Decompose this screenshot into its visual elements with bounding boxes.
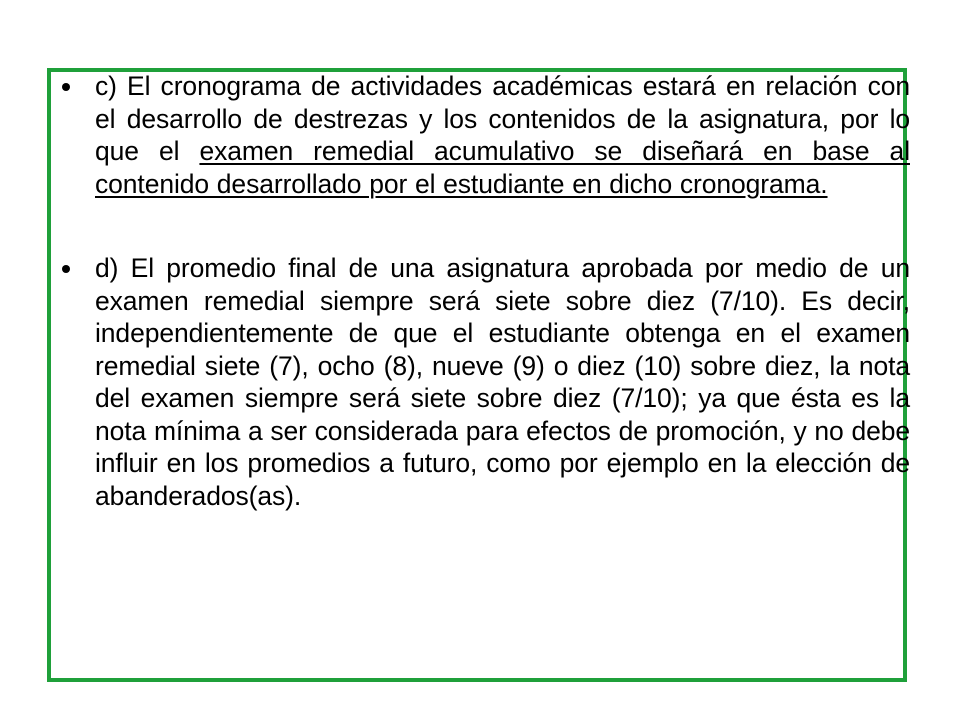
bullet-c-text: c) El cronograma de actividades académicas estará en relación con el desarrollo de destrezas y los contenidos de la asignatura, por lo que el — [95, 71, 910, 166]
bullet-d-text: d) El promedio final de una asignatura aprobada por medio de un examen remedial siempre será siete sobre diez (7/10). Es decir, independientemente de que el estudiante obtenga en el examen remedial siete (7), ocho (8), nueve (9) o diez (10) sobre diez, la nota del examen siempre será siete sobre diez (7/10); ya que ésta es la nota mínima a ser considerada para efectos de promoción, y no debe influir en los promedios a futuro, como por ejemplo en la elección de abanderados(as). — [95, 253, 910, 511]
bullet-dot-icon — [62, 265, 70, 273]
bullet-c-underlined-text: examen remedial acumulativo se diseñará en base al contenido desarrollado por el estudiante en dicho cronograma. — [95, 136, 910, 199]
bullet-list — [58, 70, 910, 512]
bullet-dot-icon — [62, 83, 70, 91]
bullet-item-c — [58, 70, 910, 200]
bullet-item-d — [58, 252, 910, 512]
